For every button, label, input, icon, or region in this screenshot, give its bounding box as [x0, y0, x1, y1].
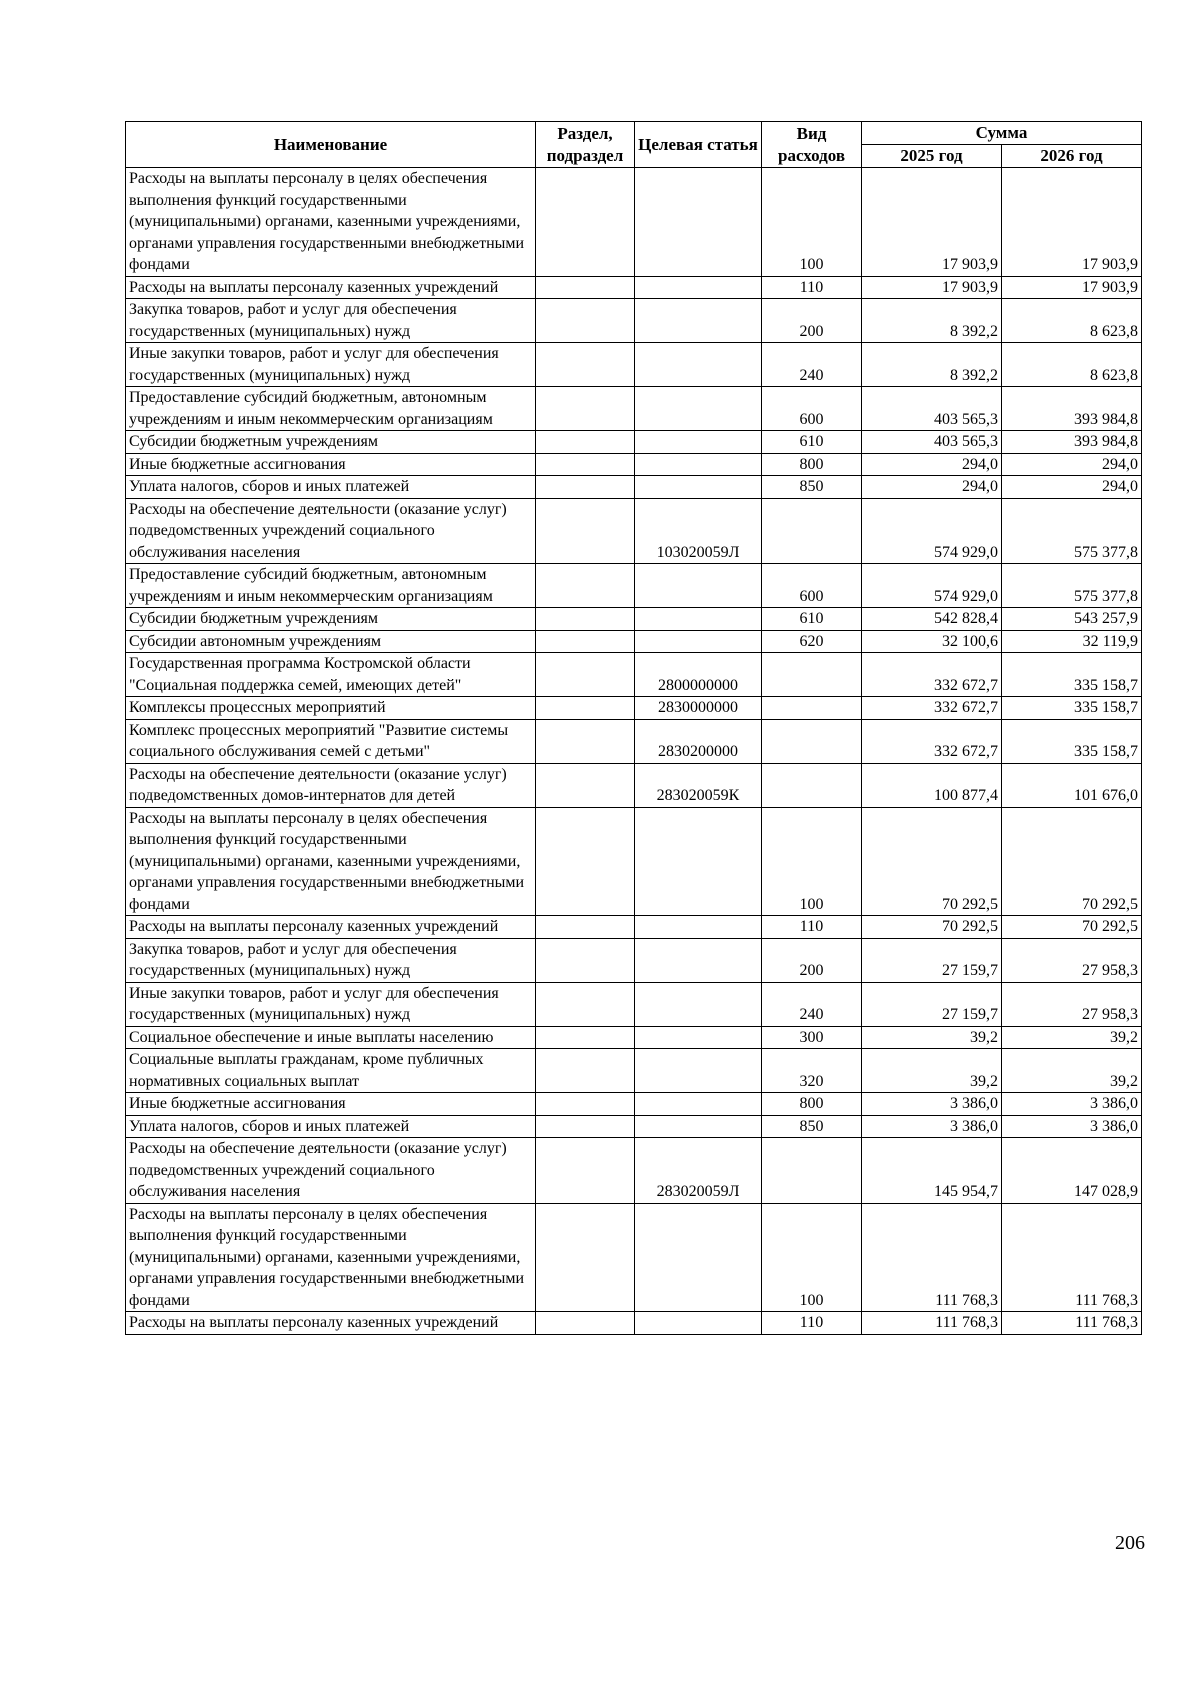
cell-section [536, 630, 635, 653]
table-row [126, 453, 1142, 476]
cell-name: Расходы на обеспечение деятельности (оказание услуг) подведомственных учреждений социального обслуживания населения [126, 1138, 536, 1204]
cell-kind: 800 [762, 453, 862, 476]
cell-target: 283020059Л [635, 1138, 762, 1204]
cell-amount-2025: 3 386,0 [862, 1093, 1002, 1116]
header-section: Раздел, подраздел [536, 122, 635, 168]
cell-amount-2025: 27 159,7 [862, 982, 1002, 1026]
cell-amount-2026: 3 386,0 [1002, 1115, 1142, 1138]
cell-name: Расходы на выплаты персоналу в целях обеспечения выполнения функций государственными (муниципальными) органами, казенными учреждениями, органами управления государственными внебюджетными фондами [126, 807, 536, 916]
table-row [126, 1115, 1142, 1138]
cell-amount-2025: 574 929,0 [862, 564, 1002, 608]
cell-kind: 240 [762, 343, 862, 387]
cell-amount-2026: 8 623,8 [1002, 299, 1142, 343]
cell-section [536, 1093, 635, 1116]
cell-amount-2026: 17 903,9 [1002, 276, 1142, 299]
cell-kind [762, 1138, 862, 1204]
cell-amount-2025: 332 672,7 [862, 697, 1002, 720]
table-row [126, 498, 1142, 564]
cell-amount-2026: 575 377,8 [1002, 498, 1142, 564]
cell-name: Социальные выплаты гражданам, кроме публичных нормативных социальных выплат [126, 1049, 536, 1093]
cell-target [635, 1093, 762, 1116]
cell-amount-2026: 27 958,3 [1002, 982, 1142, 1026]
cell-name: Субсидии бюджетным учреждениям [126, 431, 536, 454]
cell-kind [762, 498, 862, 564]
cell-amount-2026: 393 984,8 [1002, 387, 1142, 431]
table-header [126, 122, 1142, 168]
cell-name: Расходы на выплаты персоналу казенных учреждений [126, 276, 536, 299]
cell-name: Уплата налогов, сборов и иных платежей [126, 476, 536, 499]
cell-amount-2026: 111 768,3 [1002, 1203, 1142, 1312]
cell-amount-2025: 574 929,0 [862, 498, 1002, 564]
cell-kind [762, 763, 862, 807]
cell-amount-2025: 17 903,9 [862, 276, 1002, 299]
cell-amount-2025: 332 672,7 [862, 719, 1002, 763]
cell-amount-2025: 27 159,7 [862, 938, 1002, 982]
cell-name: Субсидии автономным учреждениям [126, 630, 536, 653]
cell-target [635, 276, 762, 299]
cell-target [635, 1026, 762, 1049]
cell-target [635, 807, 762, 916]
cell-amount-2025: 294,0 [862, 476, 1002, 499]
cell-name: Иные закупки товаров, работ и услуг для обеспечения государственных (муниципальных) нужд [126, 982, 536, 1026]
table-row [126, 807, 1142, 916]
cell-section [536, 982, 635, 1026]
table-body [126, 168, 1142, 1335]
table-row [126, 1093, 1142, 1116]
cell-amount-2025: 542 828,4 [862, 608, 1002, 631]
cell-name: Предоставление субсидий бюджетным, автономным учреждениям и иным некоммерческим организациям [126, 564, 536, 608]
cell-kind: 100 [762, 1203, 862, 1312]
table-row [126, 938, 1142, 982]
cell-name: Иные закупки товаров, работ и услуг для обеспечения государственных (муниципальных) нужд [126, 343, 536, 387]
cell-amount-2026: 101 676,0 [1002, 763, 1142, 807]
cell-target [635, 1115, 762, 1138]
cell-section [536, 763, 635, 807]
cell-target [635, 299, 762, 343]
cell-name: Расходы на выплаты персоналу казенных учреждений [126, 916, 536, 939]
table-row [126, 653, 1142, 697]
cell-kind: 610 [762, 608, 862, 631]
cell-name: Предоставление субсидий бюджетным, автономным учреждениям и иным некоммерческим организациям [126, 387, 536, 431]
cell-amount-2026: 17 903,9 [1002, 168, 1142, 277]
table-row [126, 697, 1142, 720]
cell-target [635, 938, 762, 982]
cell-kind: 300 [762, 1026, 862, 1049]
table-row [126, 1138, 1142, 1204]
cell-amount-2025: 111 768,3 [862, 1312, 1002, 1335]
cell-section [536, 697, 635, 720]
cell-amount-2025: 8 392,2 [862, 343, 1002, 387]
cell-name: Расходы на выплаты персоналу в целях обеспечения выполнения функций государственными (муниципальными) органами, казенными учреждениями, органами управления государственными внебюджетными фондами [126, 168, 536, 277]
header-kind: Вид расходов [762, 122, 862, 168]
cell-amount-2025: 8 392,2 [862, 299, 1002, 343]
header-year-2025: 2025 год [862, 145, 1002, 168]
cell-amount-2025: 39,2 [862, 1026, 1002, 1049]
cell-target [635, 1203, 762, 1312]
table-row [126, 1026, 1142, 1049]
cell-section [536, 916, 635, 939]
cell-amount-2026: 294,0 [1002, 476, 1142, 499]
cell-amount-2026: 335 158,7 [1002, 653, 1142, 697]
cell-section [536, 938, 635, 982]
cell-target: 2830200000 [635, 719, 762, 763]
cell-section [536, 653, 635, 697]
cell-name: Расходы на выплаты персоналу в целях обеспечения выполнения функций государственными (муниципальными) органами, казенными учреждениями, органами управления государственными внебюджетными фондами [126, 1203, 536, 1312]
cell-amount-2025: 403 565,3 [862, 387, 1002, 431]
header-year-2026: 2026 год [1002, 145, 1142, 168]
cell-kind [762, 697, 862, 720]
cell-section [536, 719, 635, 763]
cell-amount-2026: 27 958,3 [1002, 938, 1142, 982]
cell-amount-2026: 393 984,8 [1002, 431, 1142, 454]
cell-section [536, 343, 635, 387]
cell-target [635, 916, 762, 939]
table-row [126, 1049, 1142, 1093]
cell-kind: 200 [762, 938, 862, 982]
cell-kind: 110 [762, 1312, 862, 1335]
header-target: Целевая статья [635, 122, 762, 168]
cell-amount-2025: 70 292,5 [862, 916, 1002, 939]
cell-amount-2025: 332 672,7 [862, 653, 1002, 697]
cell-amount-2026: 3 386,0 [1002, 1093, 1142, 1116]
cell-name: Закупка товаров, работ и услуг для обеспечения государственных (муниципальных) нужд [126, 938, 536, 982]
cell-kind: 800 [762, 1093, 862, 1116]
cell-amount-2025: 294,0 [862, 453, 1002, 476]
cell-amount-2025: 3 386,0 [862, 1115, 1002, 1138]
table-row [126, 608, 1142, 631]
cell-target: 2830000000 [635, 697, 762, 720]
cell-section [536, 498, 635, 564]
header-name: Наименование [126, 122, 536, 168]
cell-target [635, 476, 762, 499]
table-row [126, 1203, 1142, 1312]
table-row [126, 630, 1142, 653]
cell-section [536, 476, 635, 499]
cell-name: Социальное обеспечение и иные выплаты населению [126, 1026, 536, 1049]
cell-name: Уплата налогов, сборов и иных платежей [126, 1115, 536, 1138]
cell-kind [762, 719, 862, 763]
cell-name: Иные бюджетные ассигнования [126, 1093, 536, 1116]
cell-kind: 600 [762, 387, 862, 431]
cell-name: Закупка товаров, работ и услуг для обеспечения государственных (муниципальных) нужд [126, 299, 536, 343]
table-row [126, 982, 1142, 1026]
cell-kind: 850 [762, 476, 862, 499]
budget-table [125, 121, 1142, 1335]
cell-target [635, 982, 762, 1026]
cell-amount-2025: 17 903,9 [862, 168, 1002, 277]
cell-target [635, 608, 762, 631]
cell-section [536, 608, 635, 631]
cell-kind [762, 653, 862, 697]
header-sum: Сумма [862, 122, 1142, 145]
table-row [126, 276, 1142, 299]
cell-section [536, 276, 635, 299]
cell-amount-2026: 294,0 [1002, 453, 1142, 476]
cell-target: 103020059Л [635, 498, 762, 564]
cell-name: Комплексы процессных мероприятий [126, 697, 536, 720]
table-row [126, 343, 1142, 387]
cell-target: 2800000000 [635, 653, 762, 697]
cell-amount-2025: 39,2 [862, 1049, 1002, 1093]
cell-amount-2026: 335 158,7 [1002, 719, 1142, 763]
cell-amount-2026: 39,2 [1002, 1049, 1142, 1093]
cell-kind: 240 [762, 982, 862, 1026]
table-row [126, 168, 1142, 277]
cell-kind: 110 [762, 276, 862, 299]
cell-name: Государственная программа Костромской области "Социальная поддержка семей, имеющих детей" [126, 653, 536, 697]
cell-section [536, 387, 635, 431]
cell-section [536, 1138, 635, 1204]
table-row [126, 719, 1142, 763]
cell-section [536, 1312, 635, 1335]
cell-amount-2026: 111 768,3 [1002, 1312, 1142, 1335]
cell-kind: 600 [762, 564, 862, 608]
cell-section [536, 564, 635, 608]
table-row [126, 387, 1142, 431]
cell-amount-2026: 575 377,8 [1002, 564, 1142, 608]
cell-name: Расходы на выплаты персоналу казенных учреждений [126, 1312, 536, 1335]
cell-target [635, 387, 762, 431]
cell-amount-2026: 147 028,9 [1002, 1138, 1142, 1204]
cell-amount-2025: 100 877,4 [862, 763, 1002, 807]
cell-section [536, 1049, 635, 1093]
cell-kind: 850 [762, 1115, 862, 1138]
cell-name: Субсидии бюджетным учреждениям [126, 608, 536, 631]
table-row [126, 476, 1142, 499]
cell-amount-2026: 32 119,9 [1002, 630, 1142, 653]
cell-target: 283020059К [635, 763, 762, 807]
cell-section [536, 299, 635, 343]
cell-amount-2025: 70 292,5 [862, 807, 1002, 916]
cell-section [536, 1203, 635, 1312]
table-row [126, 1312, 1142, 1335]
cell-amount-2026: 8 623,8 [1002, 343, 1142, 387]
cell-amount-2026: 70 292,5 [1002, 807, 1142, 916]
cell-section [536, 453, 635, 476]
cell-target [635, 168, 762, 277]
cell-section [536, 1115, 635, 1138]
cell-section [536, 431, 635, 454]
cell-target [635, 630, 762, 653]
cell-target [635, 343, 762, 387]
cell-amount-2026: 39,2 [1002, 1026, 1142, 1049]
table-row [126, 916, 1142, 939]
table-row [126, 299, 1142, 343]
cell-kind: 100 [762, 168, 862, 277]
cell-amount-2025: 32 100,6 [862, 630, 1002, 653]
table-row [126, 763, 1142, 807]
table-row [126, 431, 1142, 454]
cell-section [536, 807, 635, 916]
table-row [126, 564, 1142, 608]
cell-kind: 100 [762, 807, 862, 916]
cell-kind: 200 [762, 299, 862, 343]
cell-kind: 610 [762, 431, 862, 454]
cell-amount-2026: 335 158,7 [1002, 697, 1142, 720]
cell-target [635, 431, 762, 454]
page-number: 206 [1115, 1532, 1145, 1554]
cell-amount-2026: 543 257,9 [1002, 608, 1142, 631]
cell-name: Комплекс процессных мероприятий "Развитие системы социального обслуживания семей с детьми" [126, 719, 536, 763]
cell-kind: 320 [762, 1049, 862, 1093]
cell-kind: 110 [762, 916, 862, 939]
cell-name: Расходы на обеспечение деятельности (оказание услуг) подведомственных учреждений социального обслуживания населения [126, 498, 536, 564]
cell-target [635, 1049, 762, 1093]
cell-target [635, 564, 762, 608]
cell-amount-2025: 145 954,7 [862, 1138, 1002, 1204]
cell-name: Расходы на обеспечение деятельности (оказание услуг) подведомственных домов-интернатов для детей [126, 763, 536, 807]
cell-amount-2025: 403 565,3 [862, 431, 1002, 454]
cell-target [635, 453, 762, 476]
cell-section [536, 168, 635, 277]
cell-target [635, 1312, 762, 1335]
cell-amount-2025: 111 768,3 [862, 1203, 1002, 1312]
cell-name: Иные бюджетные ассигнования [126, 453, 536, 476]
cell-amount-2026: 70 292,5 [1002, 916, 1142, 939]
cell-section [536, 1026, 635, 1049]
cell-kind: 620 [762, 630, 862, 653]
